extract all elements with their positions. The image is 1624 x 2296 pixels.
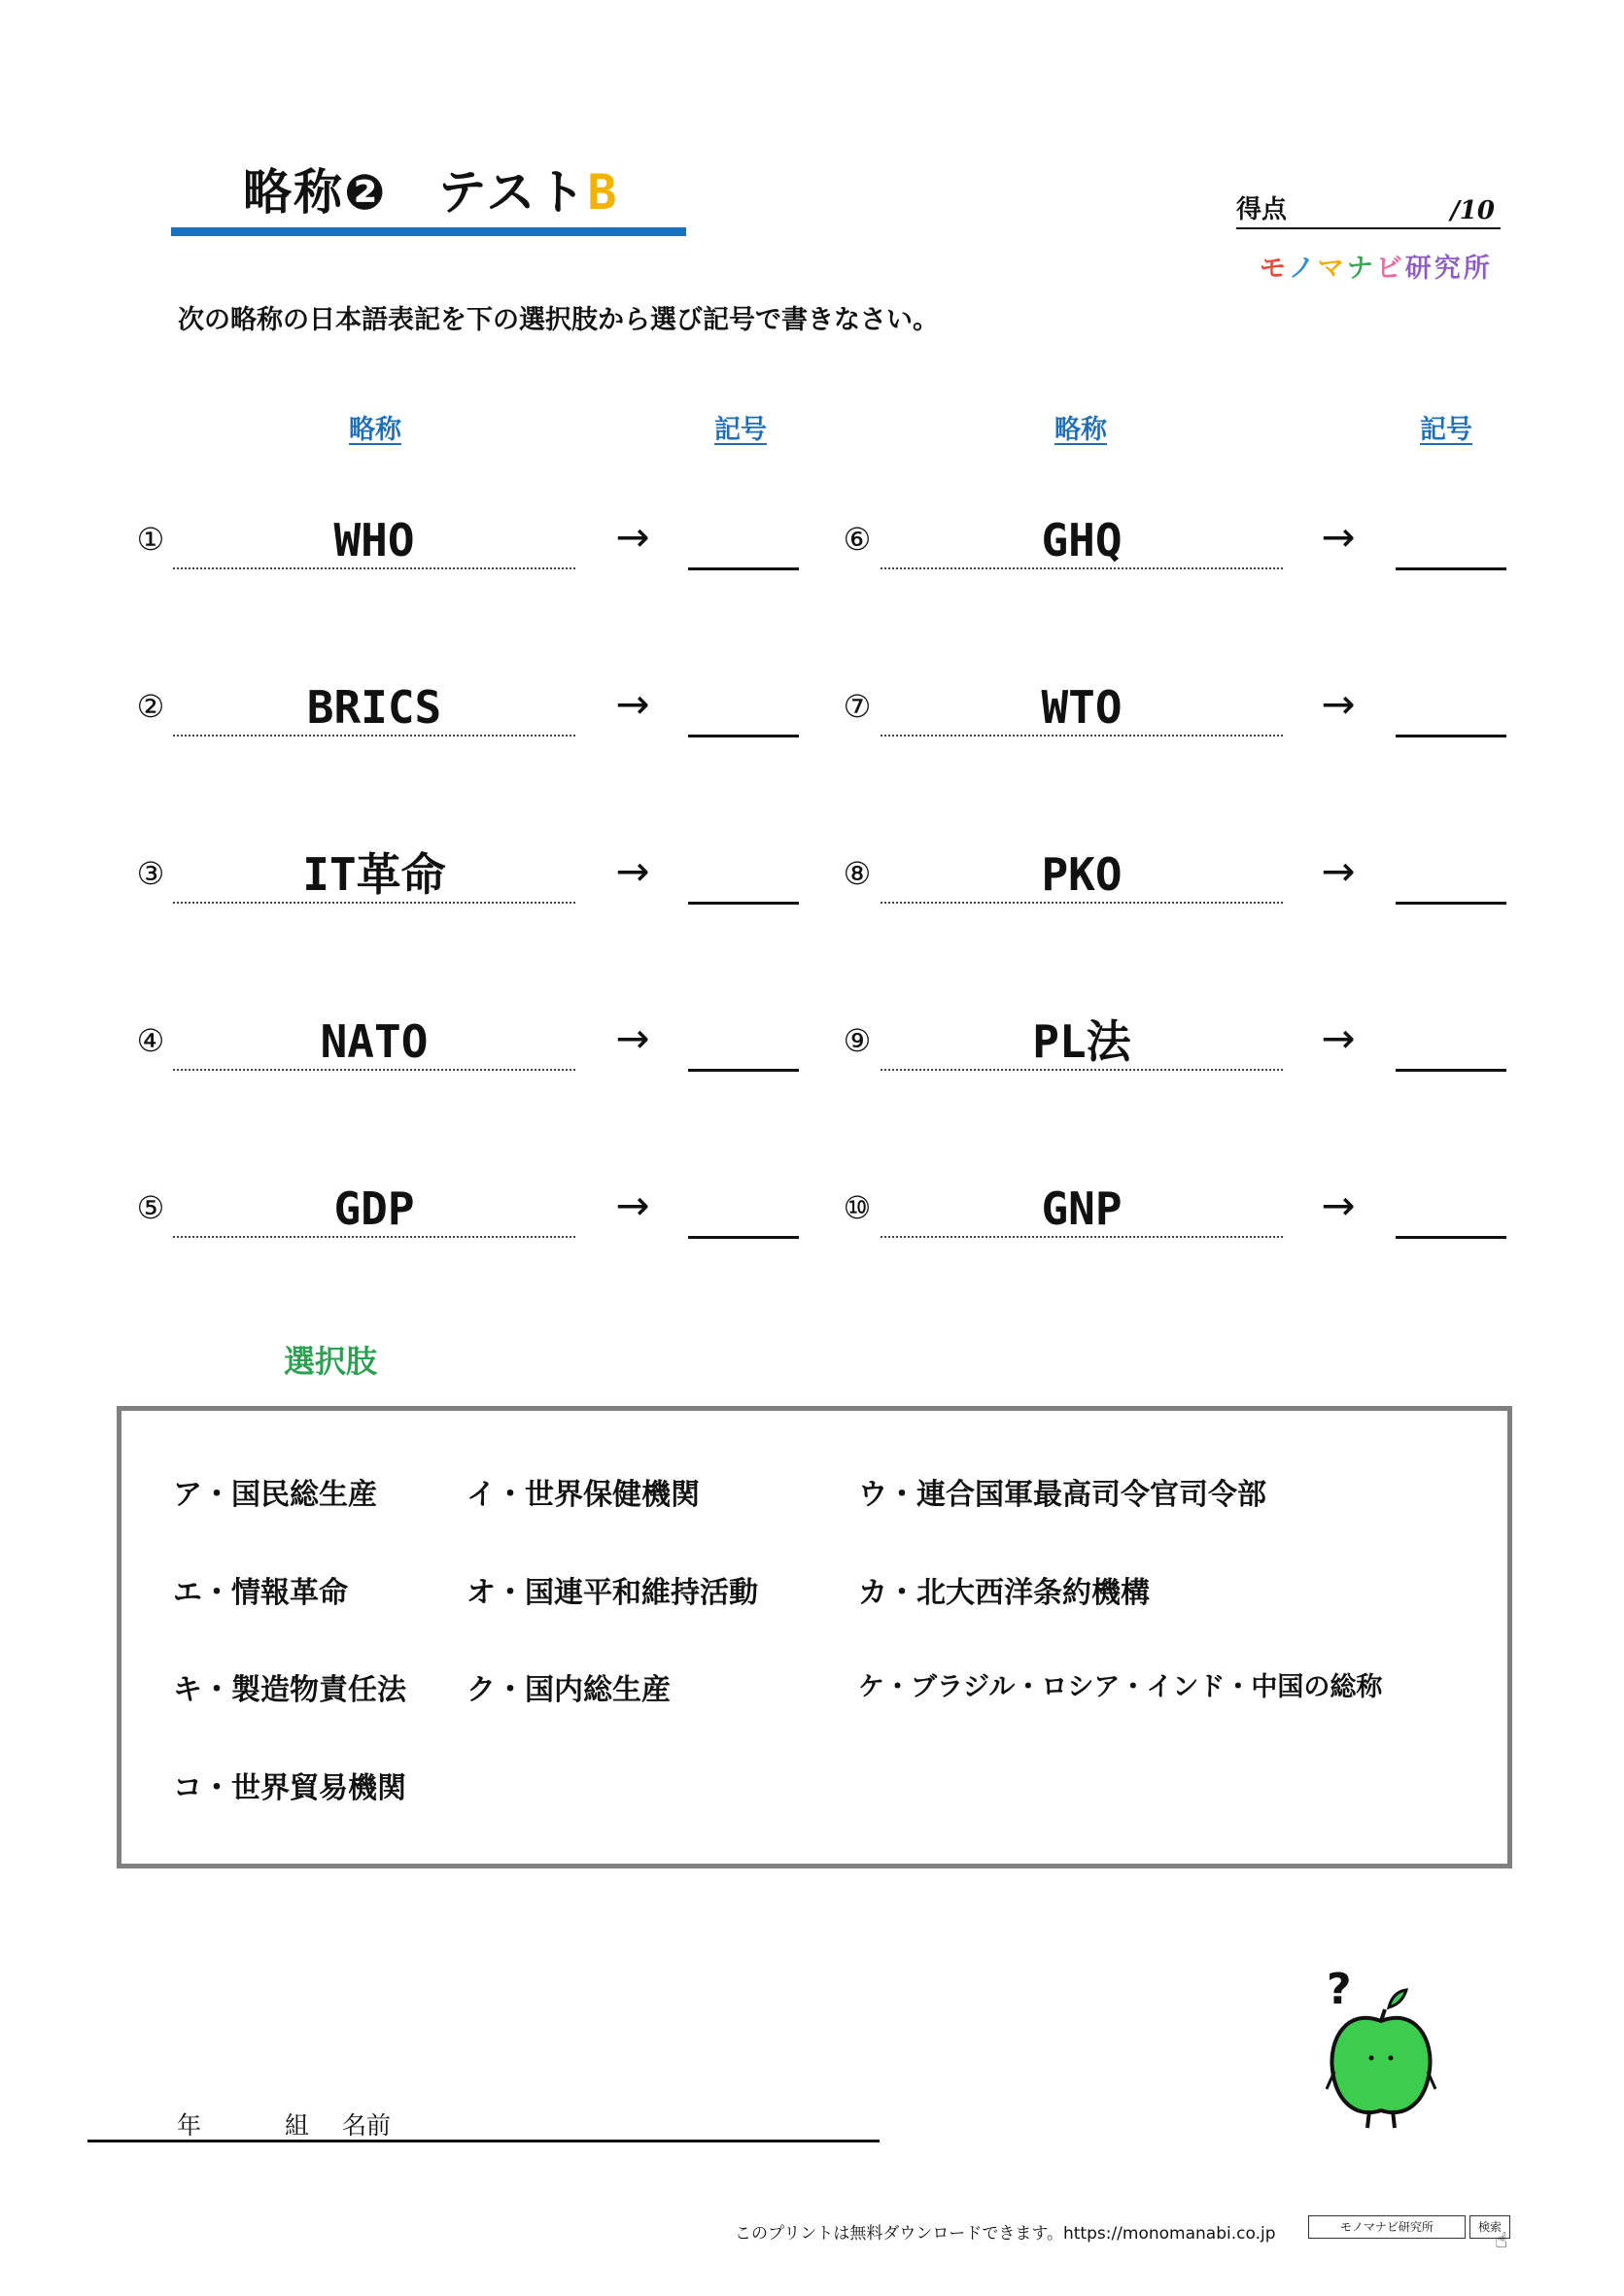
question-term: WTO [881, 680, 1283, 737]
choice-item: エ・情報革命 [173, 1576, 348, 1610]
arrow-icon: → [1321, 680, 1356, 728]
name-line[interactable] [87, 2140, 880, 2142]
answer-blank[interactable] [1396, 735, 1506, 737]
answer-blank[interactable] [688, 567, 799, 570]
cursor-hand-icon: ☝ [1495, 2229, 1508, 2253]
score-label: 得点 [1236, 195, 1288, 224]
choice-item: コ・世界貿易機関 [173, 1771, 406, 1805]
logo-char: ビ [1375, 254, 1405, 284]
choice-item: ケ・ブラジル・ロシア・インド・中国の総称 [858, 1672, 1383, 1702]
choice-item: イ・世界保健機関 [466, 1478, 700, 1512]
question-number: ⑥ [843, 521, 872, 558]
question-number: ① [136, 521, 165, 558]
brand-logo [1260, 247, 1493, 285]
choice-item: カ・北大西洋条約機構 [858, 1576, 1150, 1610]
question-number: ⑦ [843, 688, 872, 725]
choice-item: オ・国連平和維持活動 [466, 1576, 758, 1610]
choice-item: ウ・連合国軍最高司令官司令部 [858, 1478, 1266, 1512]
arrow-icon: → [615, 1182, 650, 1229]
question-number: ③ [136, 855, 165, 892]
apple-mascot-icon [1317, 1963, 1443, 2142]
answer-blank[interactable] [688, 735, 799, 737]
arrow-icon: → [615, 1014, 650, 1062]
instruction-text: 次の略称の日本語表記を下の選択肢から選び記号で書きなさい。 [178, 305, 939, 335]
score-max: /10 [1450, 196, 1495, 225]
logo-char: マ [1317, 254, 1347, 284]
logo-char: モ [1260, 254, 1289, 284]
arrow-icon: → [1321, 847, 1356, 895]
header-abbr-left: 略称 [349, 415, 401, 445]
search-box: モノマナビ研究所 [1308, 2215, 1466, 2239]
header-code-left: 記号 [714, 415, 767, 445]
answer-blank[interactable] [688, 902, 799, 905]
logo-char: ノ [1288, 254, 1318, 284]
question-term: BRICS [173, 680, 575, 737]
question-number: ⑨ [843, 1022, 872, 1059]
choice-item: ア・国民総生産 [173, 1478, 377, 1512]
logo-char: 研究所 [1404, 254, 1493, 284]
question-number: ⑧ [843, 855, 872, 892]
answer-blank[interactable] [1396, 902, 1506, 905]
footer-text: このプリントは無料ダウンロードできます。https://monomanabi.co.jp [735, 2224, 1276, 2244]
question-term: NATO [173, 1014, 575, 1071]
question-number: ④ [136, 1022, 165, 1059]
title-accent: B [587, 164, 619, 221]
question-term: GHQ [881, 513, 1283, 569]
question-number: ② [136, 688, 165, 725]
arrow-icon: → [615, 680, 650, 728]
choice-item: キ・製造物責任法 [173, 1673, 406, 1707]
header-code-right: 記号 [1420, 415, 1472, 445]
question-number: ⑩ [843, 1189, 872, 1226]
score-field [1236, 194, 1501, 229]
class-label: 組 [285, 2111, 310, 2140]
title-underline [171, 227, 686, 236]
page-title [243, 154, 618, 223]
arrow-icon: → [1321, 1182, 1356, 1229]
answer-blank[interactable] [1396, 1236, 1506, 1239]
title-main: 略称❷ テスト [243, 164, 588, 221]
question-term: PKO [881, 847, 1283, 904]
question-number: ⑤ [136, 1189, 165, 1226]
answer-blank[interactable] [1396, 567, 1506, 570]
header-abbr-right: 略称 [1054, 415, 1107, 445]
mascot-question-mark: ? [1327, 1965, 1352, 2014]
answer-blank[interactable] [688, 1069, 799, 1072]
answer-blank[interactable] [1396, 1069, 1506, 1072]
arrow-icon: → [1321, 513, 1356, 561]
answer-blank[interactable] [688, 1236, 799, 1239]
choices-title: 選択肢 [284, 1343, 378, 1380]
question-term: PL法 [881, 1014, 1283, 1071]
question-term: GDP [173, 1182, 575, 1238]
name-label: 名前 [342, 2111, 392, 2140]
arrow-icon: → [615, 513, 650, 561]
arrow-icon: → [615, 847, 650, 895]
question-term: WHO [173, 513, 575, 569]
arrow-icon: → [1321, 1014, 1356, 1062]
search-button: 検索 [1469, 2215, 1510, 2239]
question-term: IT革命 [173, 847, 575, 904]
question-term: GNP [881, 1182, 1283, 1238]
choice-item: ク・国内総生産 [466, 1673, 671, 1707]
year-label: 年 [177, 2111, 202, 2140]
logo-char: ナ [1346, 254, 1376, 284]
